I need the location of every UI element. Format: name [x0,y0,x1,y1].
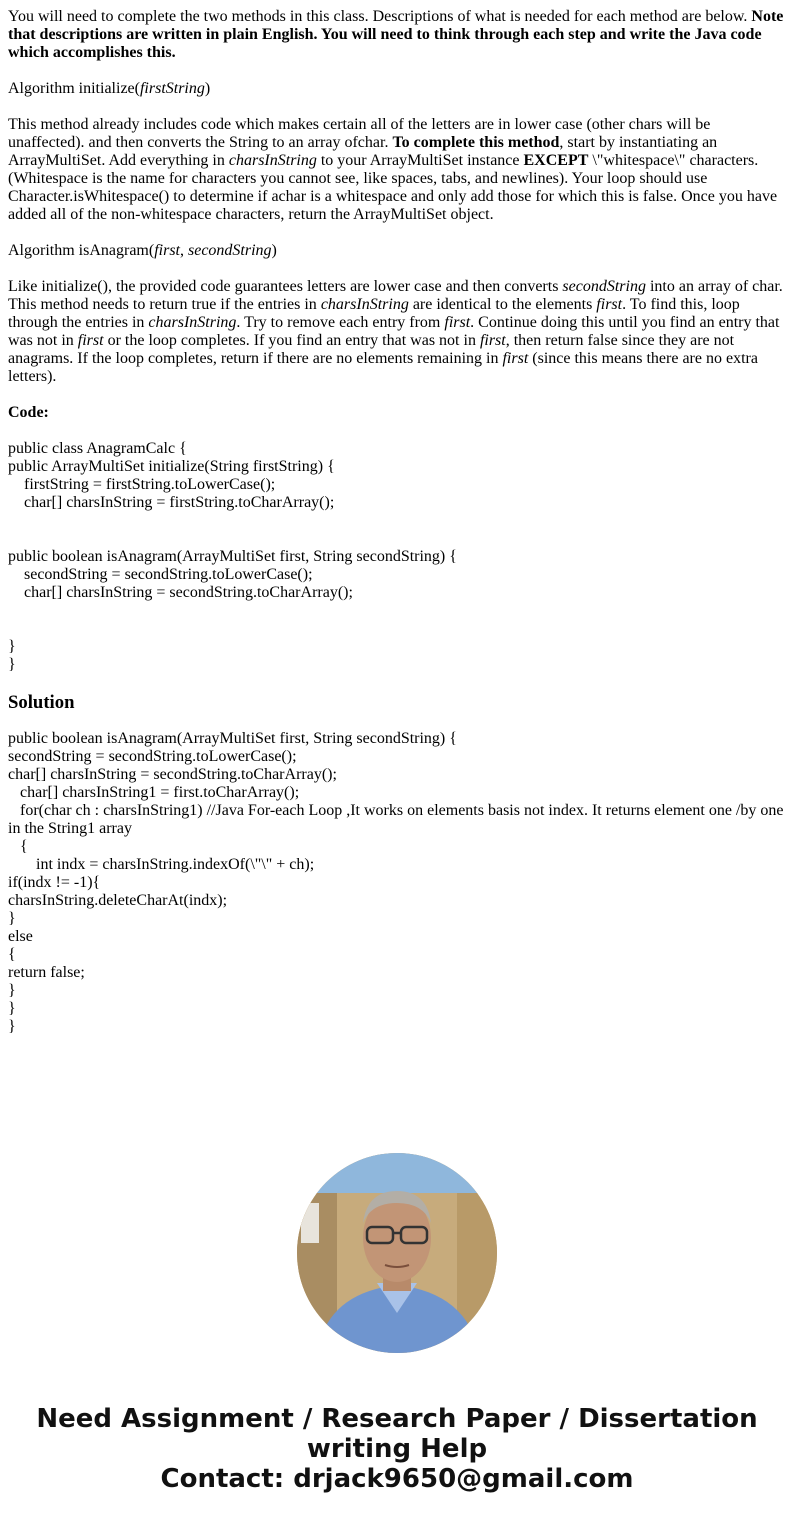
code-line: } [8,910,16,927]
code-line: } [8,982,16,999]
code-line: charsInString.deleteCharAt(indx); [8,892,228,909]
code-block [8,440,786,674]
text: Algorithm isAnagram( [8,242,155,259]
text: . To find this, loop through the entries in [8,296,740,331]
code-line: } [8,1000,16,1017]
code-line: firstString = firstString.toLowerCase(); [8,476,276,493]
text: into an array of char. This method needs to return true if the entries in [8,278,783,313]
param: first [154,242,180,259]
italic-text: first [596,296,623,313]
algorithm-initialize-heading [8,80,786,98]
text: (since this means there are no extra letters). [8,350,758,385]
code-line: { [8,838,28,855]
solution-code-block [8,730,786,1036]
code-line [8,530,786,548]
text: . Continue doing this until you find an entry that was not in [8,314,780,349]
code-line: else [8,928,33,945]
italic-text: charsInString [228,152,317,169]
text: are identical to the elements [408,296,597,313]
initialize-description [8,116,786,224]
text: , [180,242,188,259]
code-line: char[] charsInString = secondString.toCharArray(); [8,766,337,783]
code-line [8,512,786,530]
author-avatar [297,1153,497,1353]
param: secondString [188,242,272,259]
isanagram-description [8,278,786,386]
code-line: secondString = secondString.toLowerCase(); [8,566,313,583]
document-body [8,8,786,1054]
italic-text: secondString [562,278,646,295]
text: , start by instantiating an ArrayMultiSet. Add everything in [8,134,718,169]
code-line: public ArrayMultiSet initialize(String firstString) { [8,458,335,475]
code-line: char[] charsInString = firstString.toCharArray(); [8,494,335,511]
italic-text: charsInString [320,296,409,313]
code-line [8,620,786,638]
footer-line: Need Assignment / Research Paper / Dissertation [36,1404,758,1434]
algorithm-isanagram-heading [8,242,786,260]
code-line: public class AnagramCalc { [8,440,187,457]
text: , then return false since they are not anagrams. If the loop completes, return if there are no elements remaining in [8,332,735,367]
text: ) [204,80,211,97]
italic-text: first [479,332,506,349]
contact-footer [0,1404,794,1494]
code-line: if(indx != -1){ [8,874,101,891]
code-line: public boolean isAnagram(ArrayMultiSet first, String secondString) { [8,730,457,747]
italic-text: charsInString [148,314,237,331]
code-line: for(char ch : charsInString1) //Java For-each Loop ,It works on elements basis not index. It returns element one /by one in the String1 array [8,802,788,837]
text: This method already includes code which makes certain all of the letters are in lower case (other chars will be unaffected). and then converts the String to an array ofchar. [8,116,711,151]
text: Algorithm initialize( [8,80,140,97]
code-line: public boolean isAnagram(ArrayMultiSet first, String secondString) { [8,548,457,565]
code-label-text: Code: [8,404,49,421]
code-line: secondString = secondString.toLowerCase(); [8,748,297,765]
code-line: } [8,656,16,673]
code-line: return false; [8,964,85,981]
code-line: int indx = charsInString.indexOf(\"\" + ch); [8,856,315,873]
intro-paragraph [8,8,786,62]
footer-contact-email: Contact: drjack9650@gmail.com [160,1464,634,1494]
param: firstString [139,80,205,97]
text: . Try to remove each entry from [236,314,445,331]
person-photo-icon [297,1153,497,1353]
text: Like initialize(), the provided code guarantees letters are lower case and then converts [8,278,563,295]
bold-text: To complete this method [392,134,560,151]
intro-text: You will need to complete the two methods in this class. Descriptions of what is needed for each method are below. [8,8,752,25]
italic-text: first [502,350,529,367]
bold-text: EXCEPT [523,152,589,169]
code-line: char[] charsInString = secondString.toCharArray(); [8,584,353,601]
text: or the loop completes. If you find an entry that was not in [103,332,480,349]
italic-text: first [444,314,471,331]
footer-line: writing Help [306,1434,488,1464]
italic-text: first [77,332,104,349]
code-line: { [8,946,16,963]
intro-note: Note that descriptions are written in plain English. You will need to think through each step and write the Java code which accomplishes this. [8,8,784,61]
code-line: } [8,638,16,655]
code-line: char[] charsInString1 = first.toCharArray(); [8,784,300,801]
text: to your ArrayMultiSet instance [316,152,524,169]
code-line [8,602,786,620]
text: ) [271,242,277,259]
code-label [8,404,786,422]
code-line: } [8,1018,16,1035]
text: \"whitespace\" characters. (Whitespace is the name for characters you cannot see, like spaces, tabs, and newlines). Your loop should use Character.isWhitespace() to determine if achar is a whitespace and only add those for which this is false. Once you have added all of the non-whitespace characters, return the ArrayMultiSet object. [8,152,778,223]
solution-heading: Solution [8,692,75,713]
